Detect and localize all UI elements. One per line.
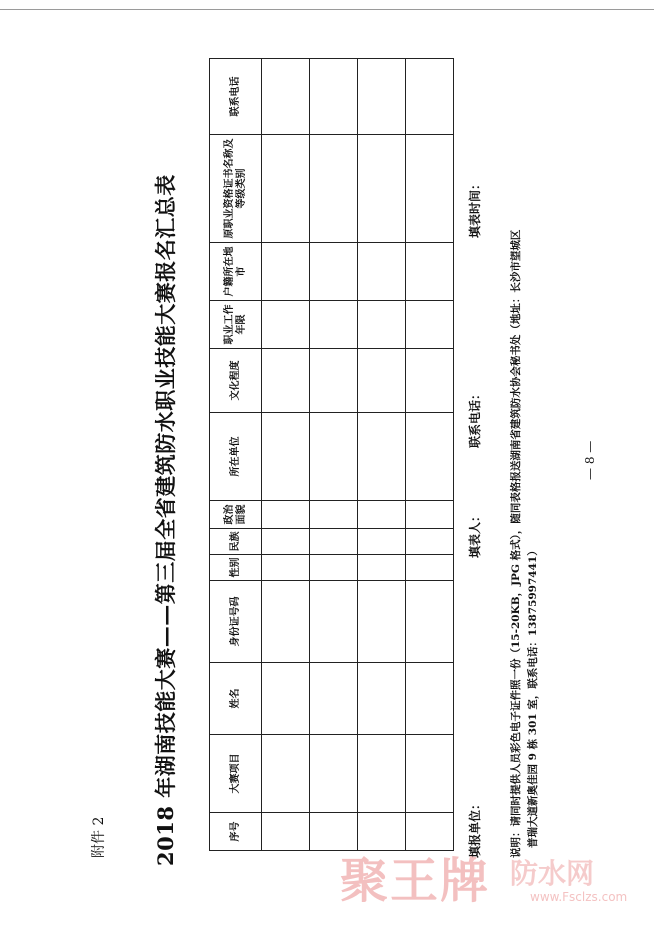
table-cell xyxy=(262,529,310,555)
table-cell xyxy=(406,243,454,301)
table-cell xyxy=(358,349,406,413)
table-cell xyxy=(358,413,406,501)
table-cell xyxy=(406,663,454,735)
table-cell xyxy=(406,301,454,349)
table-row xyxy=(262,59,310,851)
signature-row xyxy=(466,98,488,858)
table-cell xyxy=(358,301,406,349)
table-cell xyxy=(310,59,358,135)
table-cell xyxy=(310,555,358,581)
page-number: — 8 — xyxy=(583,440,597,480)
watermark-main: 聚王牌 xyxy=(340,853,491,909)
table-cell xyxy=(262,735,310,813)
table-cell xyxy=(262,581,310,663)
table-cell xyxy=(406,59,454,135)
table-cell xyxy=(310,413,358,501)
table-cell xyxy=(310,135,358,243)
header-cell: 户籍所在地市 xyxy=(210,243,262,301)
table-cell xyxy=(310,581,358,663)
table-cell xyxy=(358,243,406,301)
table-row xyxy=(358,59,406,851)
table-row xyxy=(406,59,454,851)
document-title: 2018 年湖南技能大赛——第三届全省建筑防水职业技能大赛报名汇总表 xyxy=(153,174,178,866)
table-cell xyxy=(310,301,358,349)
header-cell: 原职业资格证书名称及等级类别 xyxy=(210,135,262,243)
top-border-line xyxy=(0,9,654,10)
fill-time-label: 填表时间： xyxy=(468,177,482,238)
attachment-label: 附件 2 xyxy=(91,816,107,858)
watermark-sub: 防水网 xyxy=(510,857,595,890)
header-cell: 序号 xyxy=(210,813,262,851)
table-cell xyxy=(406,735,454,813)
table-cell xyxy=(358,735,406,813)
header-cell: 政治面貌 xyxy=(210,501,262,529)
note-line-2: 普瑞大道新奥佳园 9 栋 301 室，联系电话：13875997441） xyxy=(527,545,539,848)
table-cell xyxy=(406,349,454,413)
table-cell xyxy=(358,581,406,663)
table-cell xyxy=(310,243,358,301)
table-cell xyxy=(406,413,454,501)
header-cell: 民族 xyxy=(210,529,262,555)
header-cell: 大赛项目 xyxy=(210,735,262,813)
table-cell xyxy=(358,529,406,555)
table-cell xyxy=(358,501,406,529)
table-cell xyxy=(406,135,454,243)
header-cell: 性别 xyxy=(210,555,262,581)
fill-unit-label: 填报单位： xyxy=(468,797,482,858)
table-cell xyxy=(262,501,310,529)
note-line-1: 说明：请同时提供人员彩色电子证件照一份（15-20KB，JPG 格式），随同表格报送湖南省建筑防水协会秘书处（地址：长沙市望城区 xyxy=(510,229,522,858)
contact-phone-label: 联系电话： xyxy=(468,387,482,448)
table-cell xyxy=(262,663,310,735)
table-cell xyxy=(262,813,310,851)
watermark-logo xyxy=(340,842,640,912)
header-cell: 职业工作年限 xyxy=(210,301,262,349)
table-header-row xyxy=(210,59,262,851)
table-cell xyxy=(262,349,310,413)
table-cell xyxy=(358,555,406,581)
table-cell xyxy=(310,735,358,813)
header-cell: 联系电话 xyxy=(210,59,262,135)
table-cell xyxy=(358,135,406,243)
header-cell: 文化程度 xyxy=(210,349,262,413)
table-cell xyxy=(310,663,358,735)
table-cell xyxy=(262,413,310,501)
fill-person-label: 填表人： xyxy=(468,509,482,558)
table-cell xyxy=(262,555,310,581)
table-cell xyxy=(406,581,454,663)
header-cell: 所在单位 xyxy=(210,413,262,501)
header-cell: 姓名 xyxy=(210,663,262,735)
header-cell: 身份证号码 xyxy=(210,581,262,663)
table-cell xyxy=(406,501,454,529)
watermark-url: www.Fsclzs.com xyxy=(530,890,628,904)
table-cell xyxy=(406,555,454,581)
table-cell xyxy=(406,529,454,555)
table-cell xyxy=(262,135,310,243)
table-row xyxy=(310,59,358,851)
table-cell xyxy=(310,349,358,413)
table-cell xyxy=(358,663,406,735)
table-cell xyxy=(262,59,310,135)
table-cell xyxy=(262,243,310,301)
table-cell xyxy=(310,529,358,555)
table-cell xyxy=(262,301,310,349)
table-cell xyxy=(358,59,406,135)
registration-table xyxy=(209,76,454,851)
table-cell xyxy=(310,501,358,529)
